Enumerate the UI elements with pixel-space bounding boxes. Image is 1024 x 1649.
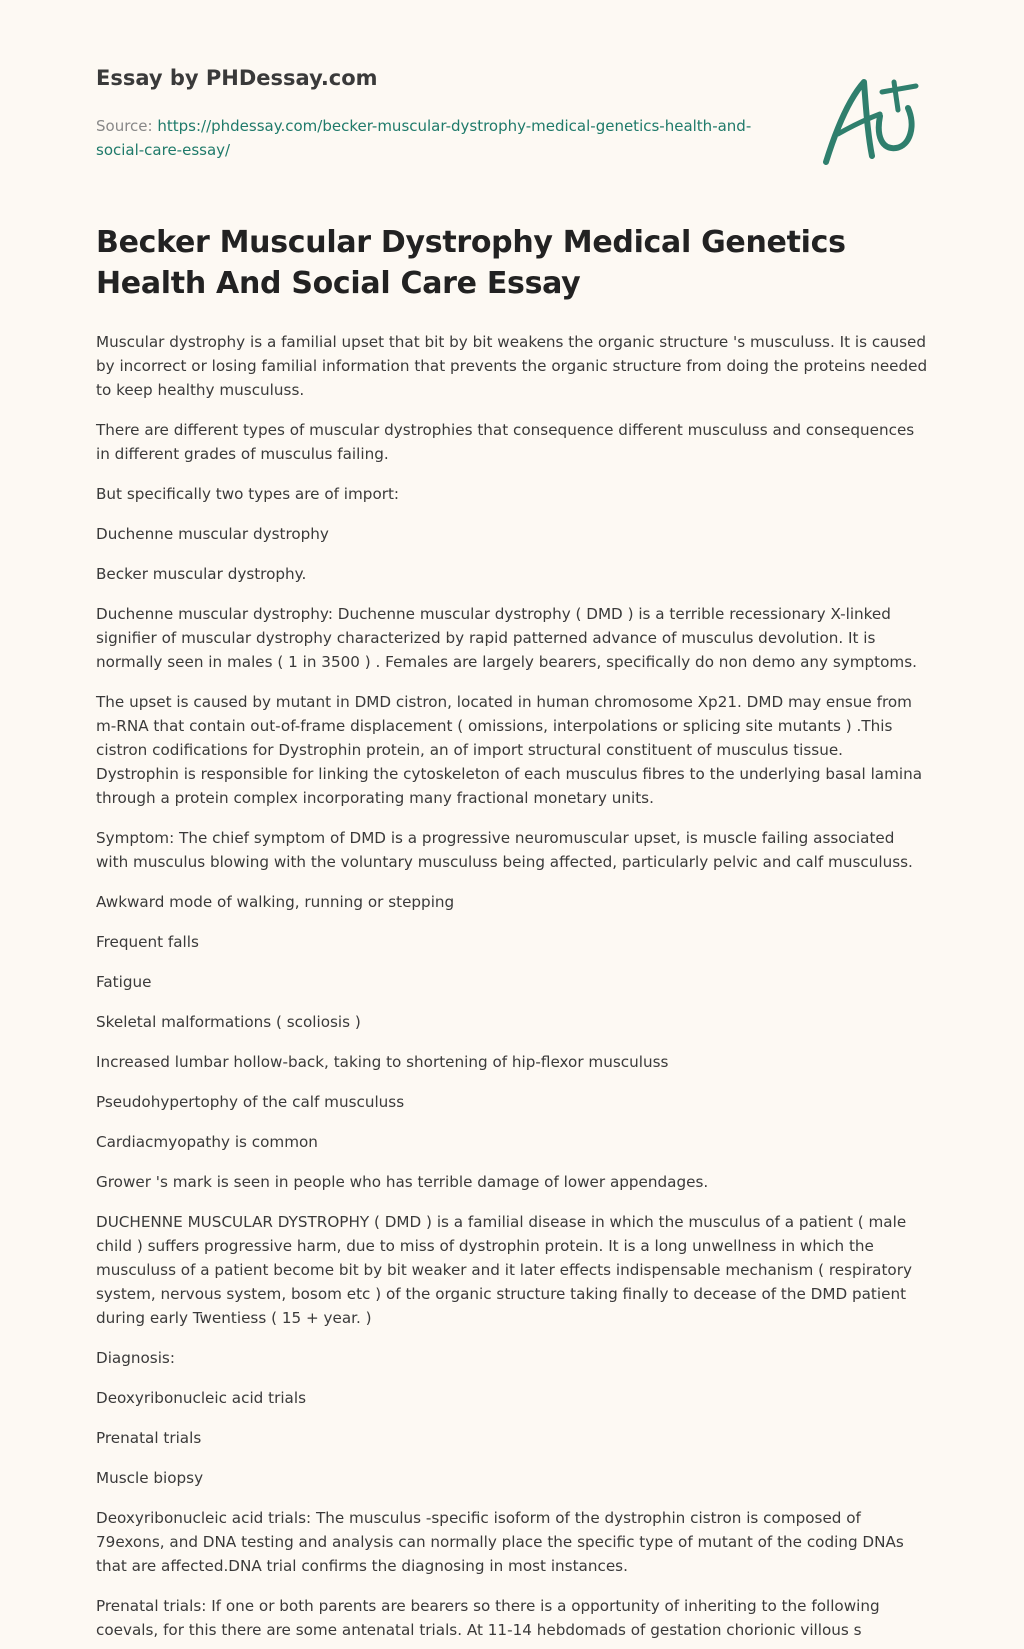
source-link[interactable]: https://phdessay.com/becker-muscular-dystrophy-medical-genetics-health-and-social-care-essay/ [96, 117, 752, 159]
essay-paragraph: DUCHENNE MUSCULAR DYSTROPHY ( DMD ) is a familial disease in which the musculus of a patient ( male child ) suffers progressive harm, due to miss of dystrophin protein. It is a long unwellness in which the musculuss of a patient become bit by bit weaker and it later effects indispensable mechanism ( respiratory system, nervous system, bosom etc ) of the organic structure taking finally to decease of the DMD patient during early Twentiess ( 15 + year. ) [96, 1213, 912, 1327]
essay-paragraph: Fatigue [96, 973, 152, 991]
essay-title: Becker Muscular Dystrophy Medical Genetics Health And Social Care Essay [96, 225, 846, 301]
essay-paragraph: Cardiacmyopathy is common [96, 1133, 318, 1151]
essay-body [96, 330, 928, 1642]
essay-paragraph: Diagnosis: [96, 1349, 175, 1367]
essay-paragraph: Duchenne muscular dystrophy [96, 525, 329, 543]
essay-paragraph: Muscle biopsy [96, 1469, 204, 1487]
essay-paragraph: Duchenne muscular dystrophy: Duchenne muscular dystrophy ( DMD ) is a terrible recessionary X-linked signifier of muscular dystrophy characterized by rapid patterned advance of musculus devolution. It is normally seen in males ( 1 in 3500 ) . Females are largely bearers, specifically do non demo any symptoms. [96, 605, 917, 671]
essay-paragraph: Awkward mode of walking, running or stepping [96, 893, 455, 911]
essay-paragraph: Deoxyribonucleic acid trials: The musculus -specific isoform of the dystrophin cistron is composed of 79exons, and DNA testing and analysis can normally place the specific type of mutant of the coding DNAs that are affected.DNA trial confirms the diagnosing in most instances. [96, 1509, 904, 1575]
essay-paragraph: Increased lumbar hollow-back, taking to shortening of hip-flexor musculuss [96, 1053, 669, 1071]
essay-paragraph: But specifically two types are of import: [96, 485, 400, 503]
source-label: Source: [96, 117, 153, 135]
essay-paragraph: Grower 's mark is seen in people who has terrible damage of lower appendages. [96, 1173, 709, 1191]
a-plus-logo-icon [818, 70, 928, 170]
site-header [96, 0, 928, 160]
essay-paragraph: Becker muscular dystrophy. [96, 565, 307, 583]
essay-paragraph: Prenatal trials [96, 1429, 202, 1447]
essay-paragraph: The upset is caused by mutant in DMD cistron, located in human chromosome Xp21. DMD may ensue from m-RNA that contain out-of-frame displacement ( omissions, interpolations or splicing site mutants ) .This cistron codifications for Dystrophin protein, an of import structural constituent of musculus tissue. Dystrophin is responsible for linking the cytoskeleton of each musculus fibres to the underlying basal lamina through a protein complex incorporating many fractional monetary units. [96, 693, 923, 807]
essay-paragraph: Muscular dystrophy is a familial upset that bit by bit weakens the organic structure 's musculuss. It is caused by incorrect or losing familial information that prevents the organic structure from doing the proteins needed to keep healthy musculuss. [96, 333, 928, 399]
essay-paragraph: There are different types of muscular dystrophies that consequence different musculuss and consequences in different grades of musculus failing. [96, 421, 915, 463]
essay-paragraph: Deoxyribonucleic acid trials [96, 1389, 306, 1407]
site-name: Essay by PHDessay.com [96, 66, 378, 90]
essay-paragraph: Skeletal malformations ( scoliosis ) [96, 1013, 361, 1031]
essay-paragraph: Pseudohypertophy of the calf musculuss [96, 1093, 405, 1111]
source-line [96, 114, 776, 162]
essay-paragraph: Prenatal trials: If one or both parents are bearers so there is a opportunity of inheriting to the following coevals, for this there are some antenatal trials. At 11-14 hebdomads of gestation chorionic villous s [96, 1597, 880, 1639]
essay-paragraph: Frequent falls [96, 933, 199, 951]
essay-paragraph: Symptom: The chief symptom of DMD is a progressive neuromuscular upset, is muscle failing associated with musculus blowing with the voluntary musculuss being affected, particularly pelvic and calf musculuss. [96, 829, 913, 871]
